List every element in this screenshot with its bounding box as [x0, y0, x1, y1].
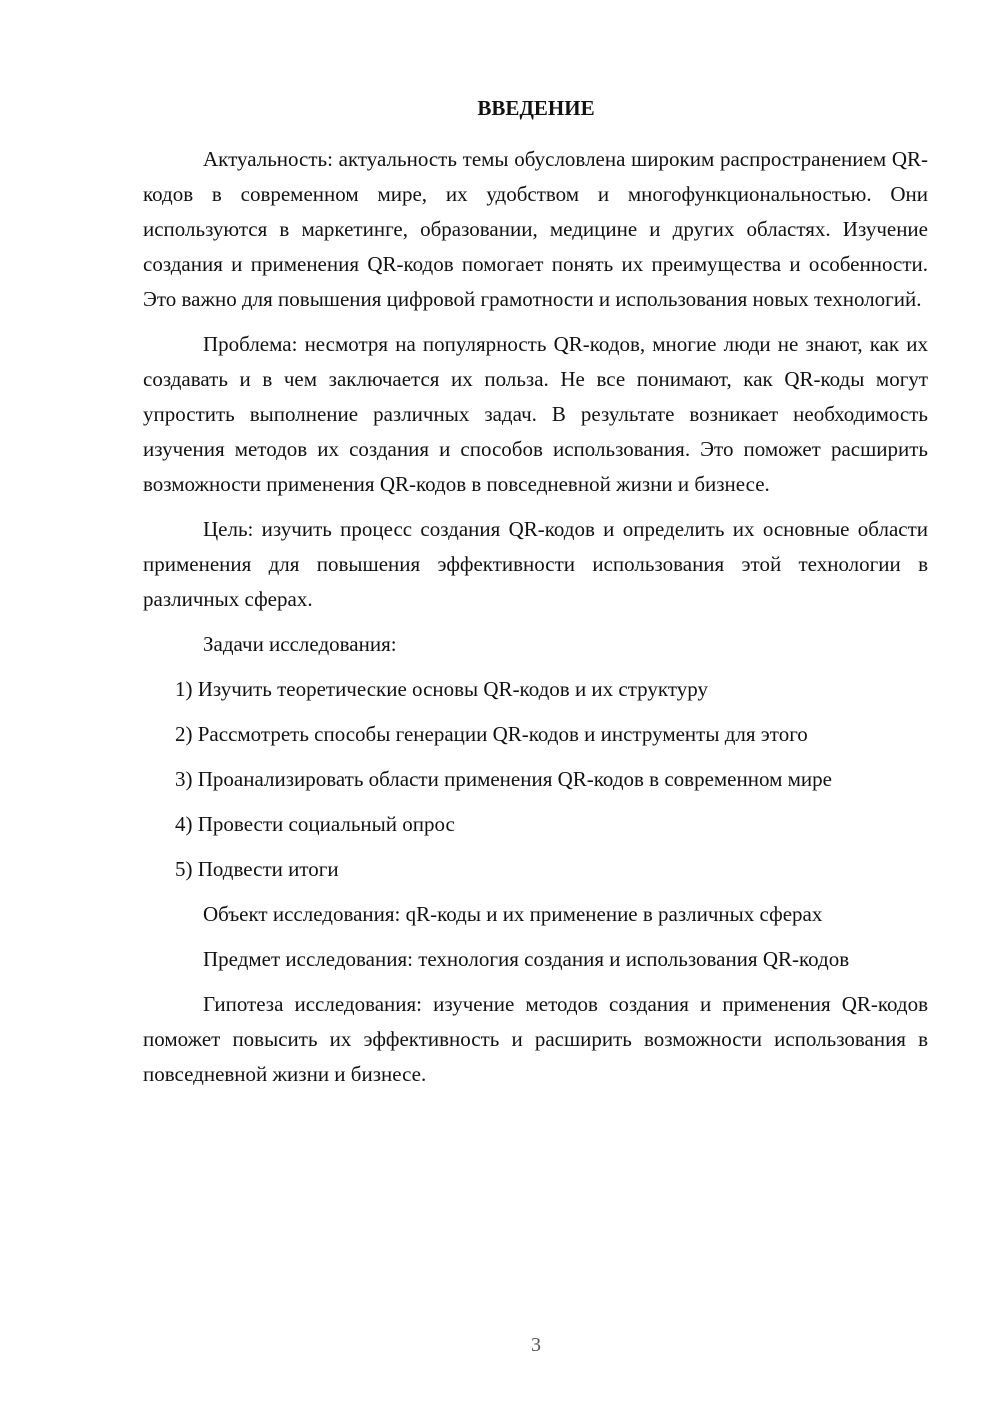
document-body	[143, 142, 928, 1102]
page-number: 3	[531, 1334, 541, 1356]
task-item-4: 4) Провести социальный опрос	[175, 812, 455, 836]
paragraph-subject: Предмет исследования: технология создания и использования QR-кодов	[203, 947, 850, 971]
paragraph-goal: Цель: изучить процесс создания QR-кодов и определить их основные области применения для повышения эффективности использования этой технологии в различных сферах.	[143, 517, 928, 611]
task-item-3: 3) Проанализировать области применения QR-кодов в современном мире	[175, 767, 832, 791]
task-item-5: 5) Подвести итоги	[175, 857, 339, 881]
page-title: ВВЕДЕНИЕ	[477, 96, 595, 120]
task-item-1: 1) Изучить теоретические основы QR-кодов и их структуру	[175, 677, 708, 701]
paragraph-relevance: Актуальность: актуальность темы обусловлена широким распространением QR-кодов в современном мире, их удобством и многофункциональностью. Они используются в маркетинге, образовании, медицине и других областях. Изучение создания и применения QR-кодов помогает понять их преимущества и особенности. Это важно для повышения цифровой грамотности и использования новых технологий.	[143, 147, 928, 311]
task-item-2: 2) Рассмотреть способы генерации QR-кодов и инструменты для этого	[175, 722, 808, 746]
paragraph-problem: Проблема: несмотря на популярность QR-кодов, многие люди не знают, как их создавать и в чем заключается их польза. Не все понимают, как QR-коды могут упростить выполнение различных задач. В результате возникает необходимость изучения методов их создания и способов использования. Это поможет расширить возможности применения QR-кодов в повседневной жизни и бизнесе.	[143, 332, 928, 496]
paragraph-object: Объект исследования: qR-коды и их применение в различных сферах	[203, 902, 823, 926]
tasks-heading: Задачи исследования:	[203, 632, 397, 656]
paragraph-hypothesis: Гипотеза исследования: изучение методов создания и применения QR-кодов поможет повысить их эффективность и расширить возможности использования в повседневной жизни и бизнесе.	[143, 992, 928, 1086]
